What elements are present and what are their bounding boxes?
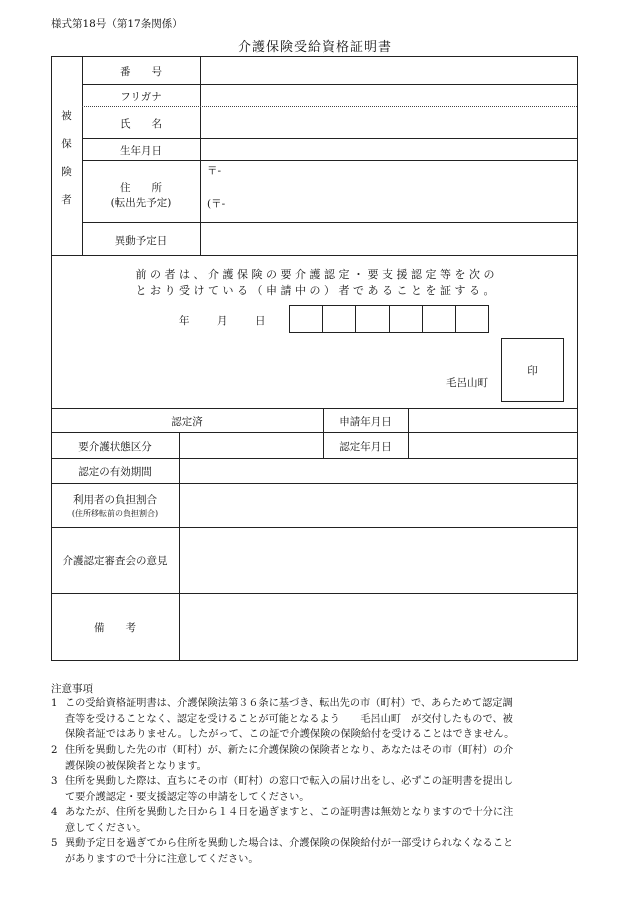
name-label: 氏 名 (120, 118, 162, 130)
address-sub-label: (転出先予定) (110, 197, 172, 209)
care-level-field[interactable] (180, 433, 323, 458)
certification-date-label: 認定年月日 (339, 441, 392, 453)
move-date-field[interactable] (201, 223, 577, 255)
note-item: 1 この受給資格証明書は、介護保険法第３６条に基づき、転出先の市（町村）で、あらためて認定調 査等を受けることなく、認定を受けることが可能となるよう 毛呂山町 が交付したもので、被 保険者証ではありません。したがって、この証で介護保険の保険給付を受けることはできません。 (51, 698, 515, 740)
number-field[interactable] (201, 57, 577, 84)
burden-ratio-sub-label: (住所移転前の負担割合) (71, 509, 159, 518)
postal-mark-current: 〒- (207, 165, 222, 177)
valid-period-label: 認定の有効期間 (78, 466, 152, 478)
remarks-field[interactable] (180, 594, 577, 660)
furigana-label: フリガナ (120, 91, 162, 103)
note-item: 2 住所を異動した先の市（町村）が、新たに介護保険の保険者となり、あなたはその市（町村）の介 護保険の被保険者となります。 (51, 745, 514, 772)
remarks-label: 備 考 (94, 622, 136, 634)
birthdate-field[interactable] (201, 139, 577, 160)
note-item: 3 住所を異動した際は、直ちにその市（町村）の窓口で転入の届け出をし、必ずこの証明書を提出し て要介護認定・要支援認定等の申請をしてください。 (51, 776, 514, 803)
furigana-field[interactable] (201, 85, 577, 106)
name-field[interactable] (201, 107, 577, 138)
certification-date-field[interactable] (409, 433, 577, 458)
committee-opinion-field[interactable] (180, 528, 577, 593)
postal-mark-destination: (〒- (207, 198, 226, 210)
note-item: 5 異動予定日を過ぎてから住所を異動した場合は、介護保険の保険給付が一部受けられなくなること がありますので十分に注意してください。 (51, 838, 514, 865)
seal-label: 印 (527, 365, 538, 377)
address-field[interactable] (201, 161, 577, 222)
application-date-field[interactable] (409, 409, 577, 432)
birthdate-label: 生年月日 (120, 145, 162, 157)
committee-opinion-label: 介護認定審査会の意見 (62, 555, 168, 567)
form-number: 様式第18号（第17条関係） (51, 18, 183, 30)
move-date-label: 異動予定日 (114, 235, 168, 247)
certification-text-line2: と お り 受 け て い る （ 申 請 中 の ） 者 で あ る こ と を 証 す る 。 (135, 284, 495, 297)
number-label: 番 号 (120, 66, 162, 78)
application-date-label: 申請年月日 (339, 416, 392, 428)
municipality-name: 毛呂山町 (446, 377, 488, 389)
certified-label: 認定済 (171, 416, 203, 428)
page-title: 介護保険受給資格証明書 (237, 40, 392, 55)
year-label: 年 (179, 315, 190, 327)
care-level-label: 要介護状態区分 (78, 441, 152, 453)
notes-heading: 注意事項 (51, 683, 93, 695)
burden-ratio-field[interactable] (180, 484, 577, 527)
certification-text-line1: 前 の 者 は 、 介 護 保 険 の 要 介 護 認 定 ・ 要 支 援 認 定 等 を 次 の (135, 268, 495, 281)
note-item: 4 あなたが、住所を異動した日から１４日を過ぎますと、この証明書は無効となりますので十分に注 意してください。 (51, 807, 514, 834)
address-label: 住 所 (120, 182, 162, 194)
insured-side-label: 被 保 険 者 (61, 110, 72, 206)
day-label: 日 (255, 315, 266, 327)
burden-ratio-label: 利用者の負担割合 (73, 494, 157, 506)
month-label: 月 (217, 315, 228, 327)
valid-period-field[interactable] (180, 459, 577, 483)
